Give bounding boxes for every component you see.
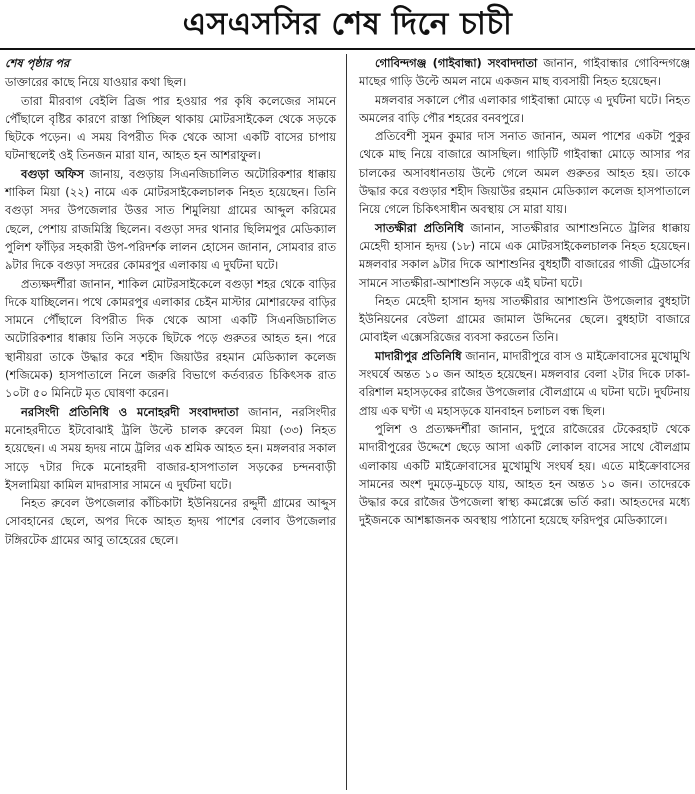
paragraph-text: পুলিশ ও প্রত্যক্ষদর্শীরা জানান, দুপুরে রাজৈরের টেকেরহাট থেকে মাদারীপুরের উদ্দেশে ছেড়ে আসা একটি লোকাল বাসের সাথে বৌলগ্রাম এলাকায় একটি মাইক্রোবাসের মুখোমুখি সংঘর্ষ হয়। এতে মাইক্রোবাসের সামনের অংশ দুমড়ে-মুচড়ে যায়, আহত হন অন্তত ১০ জন। তাদেরকে উদ্ধার করে রাজৈর উপজেলা স্বাস্থ্য কমপ্লেক্সে ভর্তি করা। আহতদের মধ্যে দুইজনকে আশঙ্কাজনক অবস্থায় পাঠানো হয়েছে ফরিদপুর মেডিক্যালে। <box>359 421 690 528</box>
paragraph-text: প্রত্যক্ষদর্শীরা জানান, শাকিল মোটরসাইকেলে বগুড়া শহর থেকে বাড়ির দিকে যাচ্ছিলেন। পথে কোমরপুর এলাকার চেইন মাস্টার মোশারফের বাড়ির সামনে পৌঁছালে বিপরীত দিক থেকে আসা একটি সিএনজিচালিত অটোরিকশার ধাক্কায় তিনি সড়কে ছিটকে পড়ে গুরুতর আহত হন। পরে স্থানীয়রা তাকে উদ্ধার করে শহীদ জিয়াউর রহমান মেডিক্যাল কলেজ (শজিমেক) হাসপাতালে নিলে জরুরি বিভাগে কর্তব্যরত চিকিৎসক রাত ১০টা ৫০ মিনিটে মৃত ঘোষণা করেন। <box>5 276 336 401</box>
reporter-lead: গোবিন্দগঞ্জ (গাইবান্ধা) সংবাদদাতা <box>375 56 538 70</box>
paragraph <box>359 127 690 218</box>
paragraph-text: জানায়, বগুড়ায় সিএনজিচালিত অটোরিকশার ধাক্কায় শাকিল মিয়া (২২) নামে এক মোটরসাইকেলচালক নিহত হয়েছেন। তিনি বগুড়া সদর উপজেলার উত্তর সাত শিমুলিয়া গ্রামের আব্দুল করিমের ছেলে, পেশায় রাজমিস্ত্রি ছিলেন। বগুড়া সদর থানার ছিলিমপুর মেডিক্যাল পুলিশ ফাঁড়ির সহকারী উপ-পরিদর্শক লালন হোসেন জানান, সোমবার রাত ৯টার দিকে বগুড়া সদরের কোমরপুর এলাকায় এ দুর্ঘটনা ঘটে। <box>5 166 336 273</box>
paragraph <box>359 347 690 420</box>
paragraph <box>5 403 336 494</box>
paragraph-text: তারা মীরবাগ বেইলি ব্রিজ পার হওয়ার পর কৃষি কলেজের সামনে পৌঁছালে বৃষ্টির কারণে রাস্তা পিচ্ছিল থাকায় মোটরসাইকেল থেকে সড়কে ছিটকে পড়েন। এ সময় বিপরীত দিক থেকে আসা একটি বাসের চাপায় ঘটনাস্থলেই ওই তিনজন মারা যান, আহত হন আশরাফুল। <box>5 93 336 163</box>
paragraph <box>5 494 336 549</box>
paragraph-text: জানান, নরসিংদীর মনোহরদীতে ইটবোঝাই ট্রলি উল্টে চালক রুবেল মিয়া (৩৩) নিহত হয়েছেন। এ সময় হৃদয় নামে ট্রলির এক শ্রমিক আহত হন। মঙ্গলবার সকাল সাড়ে ৭টার দিকে মনোহরদী বাজার-হাসপাতাল সড়কের চন্দনবাড়ী ইসলামিয়া কামিল মাদরাসার সামনে এ দুর্ঘটনা ঘটে। <box>5 404 336 492</box>
reporter-lead: সাতক্ষীরা প্রতিনিধি <box>375 220 464 235</box>
paragraph <box>5 92 336 165</box>
reporter-lead: বগুড়া অফিস <box>21 166 84 181</box>
paragraph <box>359 219 690 292</box>
paragraph-text: মঙ্গলবার সকালে পৌর এলাকার গাইবান্ধা মোড়ে এ দুর্ঘটনা ঘটে। নিহত অমলের বাড়ি পৌর শহরের বনবপুরে। <box>359 92 690 125</box>
paragraph <box>359 420 690 530</box>
paragraph <box>5 275 336 403</box>
headline: এসএসসির শেষ দিনে চাচী <box>182 6 513 42</box>
paragraph <box>5 73 336 91</box>
left-column <box>5 54 336 549</box>
paragraph <box>359 91 690 128</box>
column-divider <box>346 54 347 790</box>
paragraph <box>359 292 690 347</box>
continued-label: শেষ পৃষ্ঠার পর <box>5 56 70 70</box>
reporter-lead: মাদারীপুর প্রতিনিধি <box>375 348 462 363</box>
paragraph-text: নিহত রুবেল উপজেলার কাঁচিকাটা ইউনিয়নের রদ্দুর্দী গ্রামের আব্দুস সোবহানের ছেলে, অপর দিকে আহত হৃদয় পাশের বেলাব উপজেলার টঙ্গিরটেক গ্রামের আবু তাহেরের ছেলে। <box>5 496 336 547</box>
paragraph-text: জানান, গাইবান্ধার গোবিন্দগঞ্জে মাছের গাড়ি উল্টে অমল নামে একজন মাছ ব্যবসায়ী নিহত হয়েছেন। <box>359 56 690 89</box>
reporter-lead: নরসিংদী প্রতিনিধি ও মনোহরদী সংবাদদাতা <box>21 404 239 419</box>
paragraph-text: ডাক্তারের কাছে নিয়ে যাওয়ার কথা ছিল। <box>5 75 187 90</box>
paragraph <box>5 165 336 275</box>
paragraph-text: জানান, মাদারীপুরে বাস ও মাইক্রোবাসের মুখোমুখি সংঘর্ষে অন্তত ১০ জন আহত হয়েছেন। মঙ্গলবার বেলা ২টার দিকে ঢাকা-বরিশাল মহাসড়কের রাজৈর উপজেলার বৌলগ্রামে এ ঘটনা ঘটে। দুর্ঘটনায় প্রায় এক ঘণ্টা এ মহাসড়কে যানবাহন চলাচল বন্ধ ছিল। <box>359 348 690 418</box>
paragraph-text: নিহত মেহেদী হাসান হৃদয় সাতক্ষীরার আশাশুনি উপজেলার বুধহাটা ইউনিয়নের বেউলা গ্রামের জামাল উদ্দিনের ছেলে। বুধহাটা বাজারে মোবাইল এক্সেসরিজের ব্যবসা করতেন তিনি। <box>359 293 690 345</box>
headline-rule <box>0 48 695 50</box>
paragraph <box>359 54 690 91</box>
right-column <box>359 54 690 530</box>
paragraph-text: প্রতিবেশী সুমন কুমার দাস সনাত জানান, অমল পাশের একটা পুকুর থেকে মাছ নিয়ে বাজারে আসছিল। গাড়িটি গাইবান্ধা মোড়ে আসার পর চালকের অসাবধানতায় উল্টে গেলে অমল গুরুতর আহত হয়। তাকে উদ্ধার করে বগুড়ার শহীদ জিয়াউর রহমান মেডিক্যাল কলেজ হাসপাতালে নিয়ে গেলে চিকিৎসাধীন অবস্থায় সে মারা যায়। <box>359 129 690 217</box>
paragraph-text: জানান, সাতক্ষীরার আশাশুনিতে ট্রলির ধাক্কায় মেহেদী হাসান হৃদয় (১৮) নামে এক মোটরসাইকেলচালক নিহত হয়েছেন। মঙ্গলবার সকাল ৯টার দিকে আশাশুনির বুধহাটী বাজারের গাজী ট্রেডার্সের সামনে সাতক্ষীরা-আশাশুনি সড়কে এই ঘটনা ঘটে। <box>359 220 690 290</box>
